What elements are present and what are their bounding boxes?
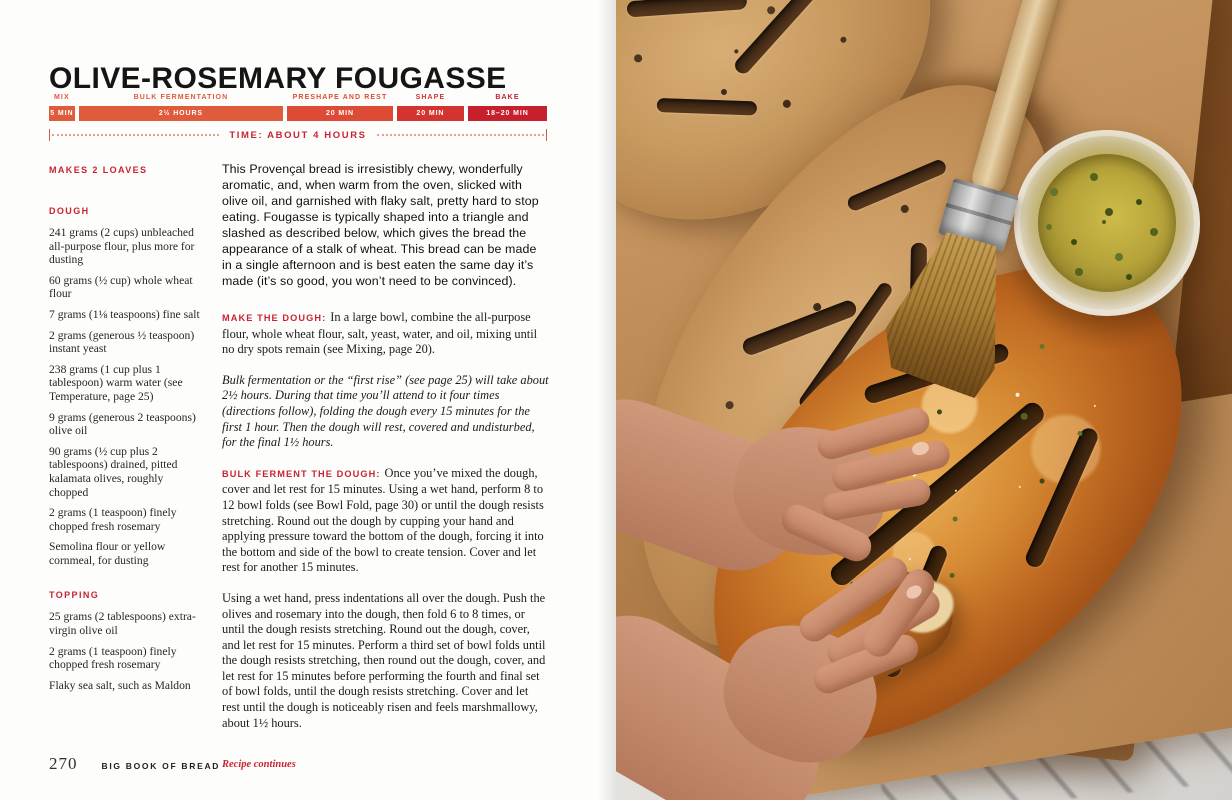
timeline-phase-bar: 20 MIN [397, 106, 464, 121]
timeline-phase-bar: 5 MIN [49, 106, 75, 121]
recipe-intro: This Provençal bread is irresistibly chewy, wonderfully aromatic, and, when warm from the oven, slicked with olive oil, and garnished with flaky salt, pretty hard to stop eating. Fougasse is typically shaped into a triangle and slashed as described below, which gives the bread the appearance of a stalk of wheat. This bread can be made in a single afternoon and is best eaten the same day it’s made (it’s so good, you won’t need to be convinced). [222, 162, 539, 288]
page-number: 270 [49, 754, 78, 773]
step-make-the-dough [222, 310, 549, 358]
ingredients-section-heading: DOUGH [49, 206, 90, 216]
ingredient-item: 60 grams (½ cup) whole wheat flour [49, 273, 193, 301]
step-bulk-ferment [222, 466, 549, 576]
page-footer [49, 754, 220, 774]
step-label: BULK FERMENT THE DOUGH: [222, 468, 381, 479]
timeline-phase-label: PRESHAPE AND REST [292, 94, 388, 101]
step-text: In a large bowl, combine the all-purpose flour, whole wheat flour, salt, yeast, water, and oil, mixing until no dry spots remain (see Mixing, page 20). [222, 310, 538, 357]
timeline-phase-shape [397, 93, 464, 121]
brush-bristles [874, 223, 1027, 401]
page-title: OLIVE-ROSEMARY FOUGASSE [49, 62, 507, 96]
step-label: MAKE THE DOUGH: [222, 313, 327, 323]
timeline-phase-mix [49, 93, 75, 121]
timeline-phase-bake [468, 93, 547, 121]
timeline-phase-label: MIX [53, 94, 70, 101]
page-gutter-shadow [598, 0, 616, 800]
ingredient-item: 25 grams (2 tablespoons) extra-virgin olive oil [49, 610, 196, 638]
rule-end-tick [49, 129, 50, 141]
fougasse-photo [616, 0, 1232, 800]
yield-label: MAKES 2 LOAVES [49, 165, 148, 175]
book-title: BIG BOOK OF BREAD [101, 761, 221, 771]
brush-handle [969, 0, 1073, 198]
step-text: Once you’ve mixed the dough, cover and let rest for 15 minutes. Using a wet hand, perform 8 to 12 bowl folds (see Bowl Fold, page 30) or until the dough resists stretching. Round out the dough by cupping your hand and applying pressure toward the bottom of the dough, forcing it into the bottom and side of the bowl to create tension. Cover and let rest for another 15 minutes. [222, 465, 544, 575]
ingredient-item: 90 grams (½ cup plus 2 tablespoons) drained, pitted kalamata olives, roughly chopped [49, 444, 178, 499]
ingredient-item: 238 grams (1 cup plus 1 tablespoon) warm water (see Temperature, page 25) [49, 362, 183, 403]
olive-specks [734, 49, 739, 54]
instructions-column [222, 161, 549, 770]
timeline-phase-preshape [287, 93, 393, 121]
timeline-phase-bar: 2½ HOURS [79, 106, 283, 121]
ingredient-item: 241 grams (2 cups) unbleached all-purpose flour, plus more for dusting [49, 226, 195, 267]
rule-end-tick [546, 129, 547, 141]
dotted-rule [52, 134, 219, 136]
timeline-phase-label: SHAPE [415, 94, 446, 101]
ingredient-item: 2 grams (1 teaspoon) finely chopped fresh rosemary [49, 644, 177, 672]
timeline-phase-label: BAKE [495, 94, 520, 101]
bread-slash [626, 0, 747, 17]
ingredient-item: Semolina flour or yellow cornmeal, for dusting [49, 540, 166, 567]
timeline-phase-label: BULK FERMENTATION [133, 94, 229, 101]
total-time-rule [49, 127, 547, 143]
bread-slash [732, 0, 831, 77]
dotted-rule [377, 134, 544, 136]
fermentation-note: Bulk fermentation or the “first rise” (see page 25) will take about 2½ hours. During that time you’ll attend to it four times (directions follow), folding the dough every 15 minutes for the first 1 hour. Then the dough will rest, covered and undisturbed, for the final 1½ hours. [222, 372, 549, 450]
timeline-phase-bulk-fermentation [79, 93, 283, 121]
step-paragraph: Using a wet hand, press indentations all over the dough. Push the olives and rosemary into the dough, then fold 6 to 8 times, or until the dough resists stretching. Round out the dough, cover, and let rest for 15 minutes. Perform a third set of bowl folds until the dough resists stretching, then round out the dough, cover, and let rest for 15 minutes before performing the fourth and final set of bowl folds, until the dough resists stretching. Cover and let rest until the dough is noticeably risen and feels marshmallowy, about 1½ hours. [222, 590, 546, 730]
ingredient-item: 7 grams (1⅛ teaspoons) fine salt [49, 307, 200, 321]
timeline-phase-bar: 20 MIN [287, 106, 393, 121]
total-time-label: TIME: ABOUT 4 HOURS [229, 129, 367, 141]
recipe-continues-note: Recipe continues [222, 759, 296, 771]
herb-flecks [1102, 220, 1106, 224]
ingredients-column [49, 165, 203, 699]
ingredient-item: Flaky sea salt, such as Maldon [49, 678, 191, 692]
ingredient-item: 2 grams (generous ½ teaspoon) instant yeast [49, 328, 195, 356]
ingredients-section-heading: TOPPING [49, 590, 100, 601]
bread-slash [657, 98, 757, 115]
ingredient-item: 2 grams (1 teaspoon) finely chopped fresh rosemary [49, 506, 177, 533]
timeline-phase-bar: 18–20 MIN [468, 106, 547, 121]
ingredient-item: 9 grams (generous 2 teaspoons) olive oil [49, 410, 196, 438]
recipe-timeline [49, 93, 547, 121]
